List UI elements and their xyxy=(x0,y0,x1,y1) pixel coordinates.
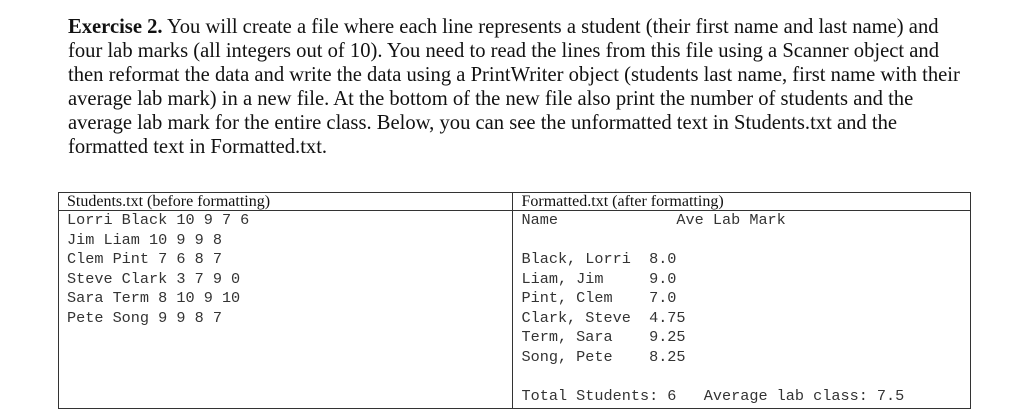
exercise-label: Exercise 2. xyxy=(68,16,163,38)
exercise-paragraph xyxy=(68,15,968,159)
formatted-file-title: Formatted.txt (after formatting) xyxy=(521,193,724,210)
exercise-text: You will create a file where each line represents a student (their first name and last name) and four lab marks (all integers out of 10). You need to read the lines from this file using a Scanner object and then reformat the data and write the data using a PrintWriter object (students last name, first name with their average lab mark) in a new file. At the bottom of the new file also print the number of students and the average lab mark for the entire class. Below, you can see the unformatted text in Students.txt and the formatted text in Formatted.txt. xyxy=(68,16,960,158)
formatted-line: Term, Sara 9.25 xyxy=(521,328,686,346)
students-line: Clem Pint 7 6 8 7 xyxy=(67,250,222,268)
formatted-blank-line xyxy=(513,367,970,387)
students-line: Steve Clark 3 7 9 0 xyxy=(67,269,241,288)
students-file-content xyxy=(59,211,513,409)
formatted-line: Clark, Steve 4.75 xyxy=(521,308,686,327)
files-content-row xyxy=(59,211,971,409)
formatted-line: Pint, Clem 7.0 xyxy=(521,289,677,307)
formatted-summary-line: Total Students: 6 Average lab class: 7.5 xyxy=(521,386,905,405)
formatted-column-header: Name Ave Lab Mark xyxy=(521,211,786,229)
formatted-line: Song, Pete 8.25 xyxy=(521,347,686,366)
students-line: Sara Term 8 10 9 10 xyxy=(67,289,241,307)
students-line: Jim Liam 10 9 9 8 xyxy=(67,230,222,249)
formatted-line: Liam, Jim 9.0 xyxy=(521,269,677,288)
students-file-header-cell xyxy=(59,193,513,211)
formatted-line: Black, Lorri 8.0 xyxy=(521,250,677,268)
students-line: Pete Song 9 9 8 7 xyxy=(67,308,222,327)
formatted-blank-line xyxy=(513,231,970,251)
formatted-file-header-cell xyxy=(513,193,971,211)
exercise-description xyxy=(68,15,968,159)
students-file-title: Students.txt (before formatting) xyxy=(67,193,271,210)
files-comparison-table xyxy=(58,192,971,409)
files-header-row xyxy=(59,193,971,211)
formatted-file-content xyxy=(513,211,971,409)
students-line: Lorri Black 10 9 7 6 xyxy=(67,211,250,229)
